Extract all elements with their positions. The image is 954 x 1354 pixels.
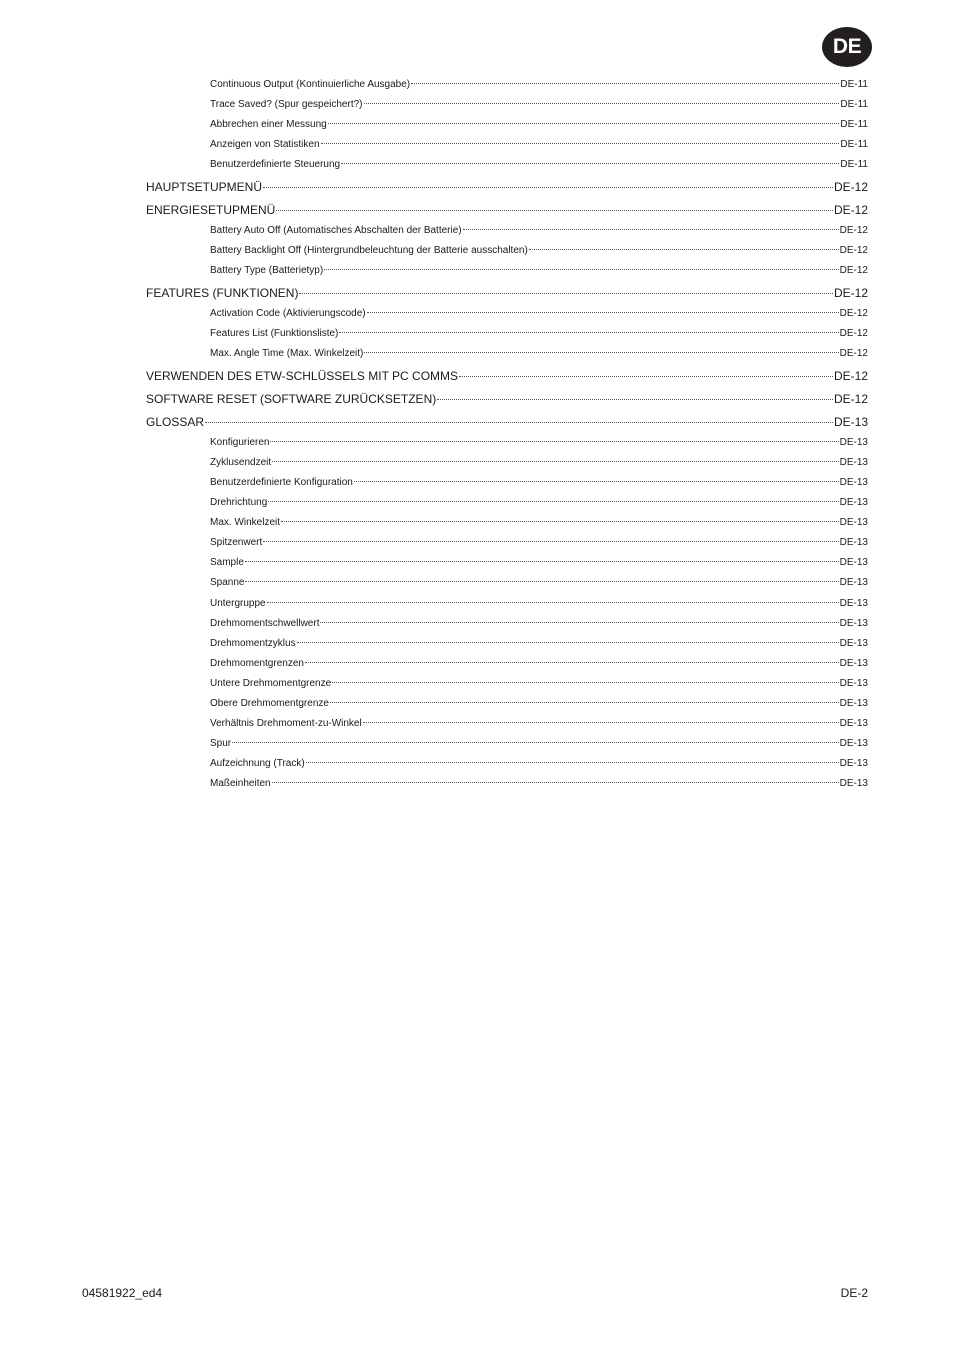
toc-entry-label: Features List (Funktionsliste) xyxy=(210,328,339,339)
toc-entry-page: DE-12 xyxy=(833,286,868,300)
toc-subsection-entry[interactable] xyxy=(210,437,868,451)
toc-subsection-entry[interactable] xyxy=(210,497,868,511)
toc-dot-leader xyxy=(267,602,839,603)
toc-subsection-entry[interactable] xyxy=(210,328,868,342)
toc-dot-leader xyxy=(263,187,833,188)
toc-entry-label: Untergruppe xyxy=(210,598,266,609)
toc-subsection-entry[interactable] xyxy=(210,577,868,591)
toc-entry-page: DE-12 xyxy=(839,328,868,339)
toc-entry-label: ENERGIESETUPMENÜ xyxy=(146,203,276,217)
toc-subsection-entry[interactable] xyxy=(210,778,868,792)
toc-entry-label: Max. Angle Time (Max. Winkelzeit) xyxy=(210,348,364,359)
toc-dot-leader xyxy=(320,622,838,623)
toc-subsection-entry[interactable] xyxy=(210,308,868,322)
toc-dot-leader xyxy=(339,332,838,333)
toc-entry-label: Benutzerdefinierte Steuerung xyxy=(210,159,341,170)
toc-entry-page: DE-12 xyxy=(833,392,868,406)
toc-entry-label: Drehmomentgrenzen xyxy=(210,658,304,669)
toc-entry-label: Battery Type (Batterietyp) xyxy=(210,265,324,276)
toc-entry-page: DE-13 xyxy=(839,537,868,548)
toc-dot-leader xyxy=(299,293,833,294)
toc-subsection-entry[interactable] xyxy=(210,159,868,173)
toc-entry-label: Obere Drehmomentgrenze xyxy=(210,698,329,709)
toc-entry-page: DE-11 xyxy=(840,119,868,130)
toc-dot-leader xyxy=(268,501,838,502)
toc-dot-leader xyxy=(270,441,838,442)
toc-dot-leader xyxy=(321,143,840,144)
toc-entry-label: Zyklusendzeit xyxy=(210,457,272,468)
toc-dot-leader xyxy=(305,662,839,663)
toc-entry-label: Konfigurieren xyxy=(210,437,270,448)
toc-entry-label: Spitzenwert xyxy=(210,537,263,548)
toc-section-entry[interactable] xyxy=(146,180,868,196)
toc-entry-label: Untere Drehmomentgrenze xyxy=(210,678,332,689)
toc-subsection-entry[interactable] xyxy=(210,678,868,692)
toc-entry-page: DE-12 xyxy=(833,203,868,217)
toc-dot-leader xyxy=(232,742,839,743)
toc-dot-leader xyxy=(354,481,839,482)
toc-entry-label: Drehrichtung xyxy=(210,497,268,508)
toc-dot-leader xyxy=(364,352,838,353)
toc-section-entry[interactable] xyxy=(146,415,868,431)
toc-entry-page: DE-11 xyxy=(840,139,868,150)
toc-subsection-entry[interactable] xyxy=(210,348,868,362)
toc-subsection-entry[interactable] xyxy=(210,139,868,153)
toc-entry-page: DE-13 xyxy=(839,618,868,629)
toc-entry-page: DE-12 xyxy=(839,348,868,359)
toc-entry-label: Abbrechen einer Messung xyxy=(210,119,327,130)
toc-entry-label: GLOSSAR xyxy=(146,415,205,429)
toc-dot-leader xyxy=(463,229,839,230)
language-badge: DE xyxy=(822,27,872,67)
toc-entry-page: DE-13 xyxy=(839,517,868,528)
toc-entry-label: Max. Winkelzeit xyxy=(210,517,281,528)
page-number: DE-2 xyxy=(840,1286,868,1300)
toc-section-entry[interactable] xyxy=(146,369,868,385)
toc-dot-leader xyxy=(281,521,839,522)
toc-section-entry[interactable] xyxy=(146,392,868,408)
toc-entry-label: Drehmomentzyklus xyxy=(210,638,296,649)
toc-dot-leader xyxy=(263,541,838,542)
toc-entry-label: Sample xyxy=(210,557,244,568)
toc-dot-leader xyxy=(437,399,833,400)
toc-entry-page: DE-12 xyxy=(839,265,868,276)
toc-entry-label: SOFTWARE RESET (SOFTWARE ZURÜCKSETZEN) xyxy=(146,392,437,406)
toc-entry-page: DE-12 xyxy=(833,180,868,194)
toc-entry-page: DE-13 xyxy=(839,557,868,568)
toc-dot-leader xyxy=(529,249,839,250)
toc-entry-page: DE-12 xyxy=(839,245,868,256)
toc-entry-page: DE-12 xyxy=(833,369,868,383)
toc-entry-label: Aufzeichnung (Track) xyxy=(210,758,305,769)
toc-entry-page: DE-12 xyxy=(839,308,868,319)
toc-entry-label: Activation Code (Aktivierungscode) xyxy=(210,308,366,319)
document-id: 04581922_ed4 xyxy=(82,1286,163,1300)
toc-subsection-entry[interactable] xyxy=(210,245,868,259)
toc-dot-leader xyxy=(332,682,838,683)
toc-subsection-entry[interactable] xyxy=(210,698,868,712)
toc-entry-label: Battery Auto Off (Automatisches Abschalten der Batterie) xyxy=(210,225,462,236)
toc-entry-page: DE-11 xyxy=(840,99,868,110)
toc-subsection-entry[interactable] xyxy=(210,718,868,732)
toc-dot-leader xyxy=(205,422,833,423)
toc-entry-label: Maßeinheiten xyxy=(210,778,271,789)
toc-entry-label: Anzeigen von Statistiken xyxy=(210,139,320,150)
toc-entry-page: DE-13 xyxy=(839,477,868,488)
toc-entry-page: DE-13 xyxy=(839,758,868,769)
toc-entry-page: DE-11 xyxy=(840,79,868,90)
toc-dot-leader xyxy=(330,702,839,703)
toc-dot-leader xyxy=(245,581,838,582)
toc-entry-label: VERWENDEN DES ETW-SCHLÜSSELS MIT PC COMMS xyxy=(146,369,459,383)
toc-entry-page: DE-13 xyxy=(839,577,868,588)
toc-dot-leader xyxy=(306,762,839,763)
toc-entry-page: DE-13 xyxy=(839,698,868,709)
toc-dot-leader xyxy=(364,103,840,104)
toc-dot-leader xyxy=(363,722,839,723)
toc-section-entry[interactable] xyxy=(146,286,868,302)
toc-subsection-entry[interactable] xyxy=(210,557,868,571)
toc-entry-page: DE-13 xyxy=(839,658,868,669)
toc-entry-label: Battery Backlight Off (Hintergrundbeleuchtung der Batterie ausschalten) xyxy=(210,245,528,256)
toc-entry-page: DE-13 xyxy=(839,738,868,749)
toc-entry-page: DE-13 xyxy=(839,457,868,468)
toc-subsection-entry[interactable] xyxy=(210,99,868,113)
toc-subsection-entry[interactable] xyxy=(210,457,868,471)
toc-entry-page: DE-13 xyxy=(839,598,868,609)
toc-subsection-entry[interactable] xyxy=(210,598,868,612)
toc-subsection-entry[interactable] xyxy=(210,537,868,551)
toc-entry-label: HAUPTSETUPMENÜ xyxy=(146,180,263,194)
toc-dot-leader xyxy=(328,123,840,124)
toc-subsection-entry[interactable] xyxy=(210,265,868,279)
toc-subsection-entry[interactable] xyxy=(210,517,868,531)
toc-entry-page: DE-13 xyxy=(839,497,868,508)
toc-subsection-entry[interactable] xyxy=(210,119,868,133)
toc-dot-leader xyxy=(245,561,839,562)
toc-entry-label: Spur xyxy=(210,738,232,749)
toc-subsection-entry[interactable] xyxy=(210,225,868,239)
toc-entry-page: DE-12 xyxy=(839,225,868,236)
toc-entry-label: Spanne xyxy=(210,577,245,588)
toc-entry-page: DE-13 xyxy=(833,415,868,429)
toc-entry-page: DE-13 xyxy=(839,718,868,729)
toc-subsection-entry[interactable] xyxy=(210,79,868,93)
toc-dot-leader xyxy=(367,312,839,313)
toc-subsection-entry[interactable] xyxy=(210,618,868,632)
toc-entry-label: Trace Saved? (Spur gespeichert?) xyxy=(210,99,363,110)
toc-entry-label: Continuous Output (Kontinuierliche Ausgabe) xyxy=(210,79,411,90)
toc-entry-label: FEATURES (FUNKTIONEN) xyxy=(146,286,299,300)
toc-dot-leader xyxy=(272,782,839,783)
toc-subsection-entry[interactable] xyxy=(210,638,868,652)
toc-subsection-entry[interactable] xyxy=(210,738,868,752)
toc-subsection-entry[interactable] xyxy=(210,758,868,772)
toc-dot-leader xyxy=(459,376,833,377)
toc-entry-page: DE-11 xyxy=(840,159,868,170)
toc-entry-label: Benutzerdefinierte Konfiguration xyxy=(210,477,353,488)
toc-entry-label: Drehmomentschwellwert xyxy=(210,618,320,629)
toc-dot-leader xyxy=(276,210,833,211)
toc-subsection-entry[interactable] xyxy=(210,658,868,672)
toc-dot-leader xyxy=(272,461,839,462)
toc-dot-leader xyxy=(297,642,839,643)
toc-entry-page: DE-13 xyxy=(839,437,868,448)
toc-dot-leader xyxy=(341,163,839,164)
toc-entry-page: DE-13 xyxy=(839,678,868,689)
toc-entry-page: DE-13 xyxy=(839,638,868,649)
toc-entry-page: DE-13 xyxy=(839,778,868,789)
toc-entry-label: Verhältnis Drehmoment-zu-Winkel xyxy=(210,718,362,729)
toc-dot-leader xyxy=(411,83,839,84)
toc-dot-leader xyxy=(324,269,838,270)
toc-section-entry[interactable] xyxy=(146,203,868,219)
toc-subsection-entry[interactable] xyxy=(210,477,868,491)
